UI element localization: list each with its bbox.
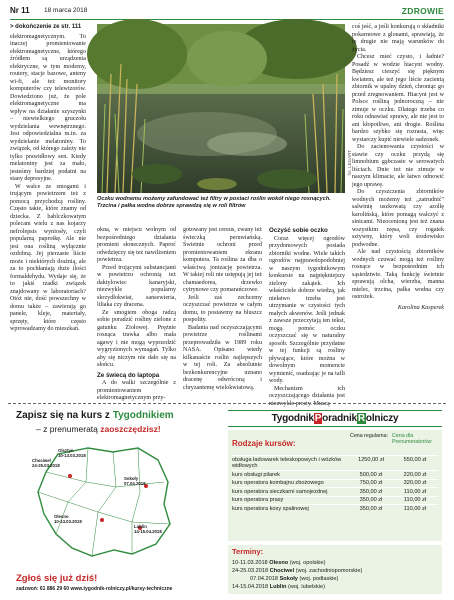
term-row	[232, 559, 362, 567]
term-dates: 24-25.03.2018	[232, 568, 269, 574]
course-name: kurs operatora sieczkarni samojezdnej	[232, 488, 328, 495]
paragraph: okna, w miejscu wolnym od bezpośredniego działania promieni słonecznych. Paproć odwdzięczy się też nawilżeniem powietrza.	[97, 227, 176, 263]
price-table	[228, 430, 442, 541]
map-label-sokoly: Sokoły 07.04.2018	[124, 476, 146, 486]
ad-contact: zadzwoń: 61 886 29 60 www.tygodnik-rolniczy.pl/kursy-techniczne	[16, 586, 173, 592]
article-column-2	[97, 227, 176, 400]
regular-price: 1250,00 zł	[358, 456, 384, 463]
term-region: (woj. zachodniopomorskie)	[295, 568, 363, 574]
ad-sub-prefix: – z prenumeratą	[36, 424, 101, 434]
article-column-5	[352, 24, 444, 400]
paragraph: Coraz więcej ogrodów przydomowych posiada zbiorniki wodne. Wiele takich ogrodów najprawdopodobniej w naszym tygodnikowym konkursie na najpiękniejszy zielony zakątek. Ich właściciele dobrze wiedzą, jak niełatwo trzeba jest utrzymanie w czystości tych małych akwenów. Jeśli jednak z zawsze przeczytają ten tekst, mogą pomóc oczku oczyszczać się w naturalny sposób. Szczególnie przydatne w tej funkcji są rośliny pływające, które można w dowolnym momencie wymienić, osadzając je na tafli wody.	[269, 235, 345, 384]
term-region: (woj. podlaskie)	[299, 576, 339, 582]
course-name: obsługa ładowarek teleskopowych i wózków widłowych	[232, 456, 342, 469]
author-signature: Karolina Kasperek	[397, 304, 444, 311]
subscriber-price: 320,00 zł	[403, 480, 427, 487]
table-row	[232, 455, 438, 470]
subscriber-price-header: Cena dla Prenumeratorów:	[392, 433, 433, 446]
section-title: ZDROWIE	[401, 6, 444, 16]
poland-map	[28, 442, 178, 562]
logo-part: oradnik	[322, 413, 357, 424]
course-name: kurs obsługi pilarek	[232, 471, 280, 478]
course-price-ad	[224, 408, 446, 596]
ad-subheadline	[36, 424, 161, 434]
regular-price: 750,00 zł	[359, 480, 383, 487]
term-city: Olesno	[269, 560, 289, 566]
paragraph: coś jeść, a jeśli konkurują o składniki pokarmowe z glonami, sprawiają, że te drugie nie mają warunków do życia.	[352, 24, 444, 53]
term-city: Sokoły	[279, 576, 298, 582]
paragraph: A do walki szczególnie z promieniowaniem elektromagnetycznym przy-	[97, 380, 176, 401]
paragraph: Przed trującymi substancjami w powietrzu ochronią też daktylowiec kanaryjski, niezwykle popularny skrzydłokwiat, sansewieria, liliaka czy dracena.	[97, 264, 176, 308]
term-city: Chociwel	[269, 568, 295, 574]
regular-price: 500,00 zł	[359, 471, 383, 478]
paragraph: Ze smogiem oboga radzą sobie poradzić rośliny zielone z gatunku Ziołowej. Prężnie rosnąca trawka albo mała agawy i nie mogą wyprzedzić wygryzionych wymagań. Tylko aby się niczym nie dało się na słońcu.	[97, 309, 176, 368]
ad-divider	[8, 403, 446, 404]
term-row	[232, 575, 362, 583]
term-city: Lublin	[269, 584, 287, 590]
term-row	[232, 583, 362, 591]
ad-headline	[16, 410, 174, 421]
paragraph: elektromagnetycznym. To inaczej promieniowanie elektromagnetyczne, którego źródłem są urządzenia elektryczne, w tym modemy, routery, stacje bazowe, anteny wi-fi, ale też monitory komputerów czy telewizorów. Dowiedziono już, że pole elektromagnetyczne ma wpływ na działanie szyszynki – niewielkiego gruczołu wydzielania wewnętrznego. Jest odpowiedzialna m.in. za wydzielanie melatoniny. To związek, od którego zależy nie tylko prawidłowy sen. Kiedy melatoniny jest za mało, jesteśmy bardziej podatni na stany depresyjne.	[10, 33, 86, 182]
ad-headline-brand: Tygodnikiem	[112, 410, 174, 421]
article-column-3	[183, 227, 262, 400]
table-row	[232, 504, 438, 513]
course-name: kurs operatora kombajnu zbożowego	[232, 480, 324, 487]
subscriber-price: 110,00 zł	[403, 505, 427, 512]
terms-title: Terminy:	[232, 547, 264, 556]
ad-sub-highlight: zaoszczędzisz!	[100, 424, 161, 434]
course-ad-promo	[10, 408, 220, 596]
logo-part: P	[314, 413, 322, 424]
article-column-4	[269, 227, 345, 407]
paragraph: Jeśli zaś zechcemy oczyszczać powietrze w całym domu, to postawmy na bluszcz pospolity.	[183, 294, 262, 323]
table-row	[232, 470, 438, 479]
paragraph: Badania nad oczyszczającymi powietrze roślinami przeprowadziła w 1989 roku NASA. Opisano wtedy kilkanaście roślin najlepszych w tej roli. Za absolutnie bezkonkurencyjne uznano dracenę odwróconą i chryzantemę wielokwiatową.	[183, 324, 262, 391]
term-region: (woj. lubelskie)	[288, 584, 325, 590]
ad-headline-prefix: Zapisz się na kurs z	[16, 410, 113, 421]
issue-date: 18 marca 2018	[44, 7, 88, 14]
regular-price-header: Cena regularna:	[350, 433, 388, 439]
paragraph: Do czyszczenia zbiorników wodnych możemy też „zatrudnić" salwinię uszkowatą czy azollę karolińską, które pomagą walczyć z sinicami. Nieocenioną jest też znana wszystkim rzęsa, czy rogatek sztywny, który woli środowisko podwodne.	[352, 189, 444, 248]
paragraph: Mechanizm ich oczyszczającego działania jest niezwykle prosty. Muszą	[269, 385, 345, 407]
term-dates: 14-15.04.2018	[232, 584, 269, 590]
course-name: kurs operatora prasy	[232, 497, 284, 504]
ad-call-to-action: Zgłoś się już dziś!	[16, 573, 98, 584]
photo-credit: fot. LEGART	[347, 150, 352, 176]
continuation-note: > dokończenie ze str. 111	[10, 24, 82, 30]
price-table-title: Rodzaje kursów:	[232, 439, 296, 448]
paragraph: Ale nad czystością zbiorników wodnych czuwać mogą też rośliny rosnące w bezpośrednim ich sąsiedztwie. Taką funkcję świetnie sprawują olcha, wierzba, manna mielec, trzcina, pałka wodna czy ostrożek.	[352, 249, 444, 300]
map-label-lublin: Lublin 14-15.04.2018	[134, 524, 162, 534]
subscriber-price: 110,00 zł	[403, 488, 427, 495]
header-divider	[10, 19, 444, 20]
paragraph: gotowany jest cereus, zwany też świeczką peruwiańską. Świetnie ochroni przed promieniowaniem ekranu komputera. Ta roślina za dba o właściwą jonizację powietrza. W takiej roli nie ustępują jej też chamaedorea, drzewko cytrynowe czy pomarańczowe.	[183, 227, 262, 293]
paragraph: Chcesz mieć czysto, i ładnie? Posadź w wodzie hiacynt wodny. Będziesz cieszyć się pięknym kwiatem, ale też jego liście zacienią zbiornik w upalny dzień, chroniąc go przed zregnowaniem. Hiacynt jest w Polsce rośliną jednoroczną – nie zimuje w oczku. Dlatego trzeba co roku odnawiać sprawy, ale nie jest to ani kłopotliwe, ani drogie. Roślina bardzo szybko się rozrasta, więc wystarczy kupić niewiele sadzonek.	[352, 54, 444, 143]
logo-part: olniczy	[365, 413, 399, 424]
logo-part: Tygodnik	[271, 413, 314, 424]
course-name: kurs operatora kosy spalinowej	[232, 505, 309, 512]
regular-price: 350,00 zł	[359, 488, 383, 495]
map-label-chociwel: Chociwel 24-25.03.2018	[32, 458, 60, 468]
subscriber-price: 110,00 zł	[403, 497, 427, 504]
table-row	[232, 496, 438, 505]
regular-price: 350,00 zł	[359, 497, 383, 504]
subscriber-price: 550,00 zł	[403, 456, 427, 463]
term-dates: 10-11.03.2018	[232, 560, 268, 566]
subheading: Oczyść sobie oczko	[269, 227, 328, 234]
pond-photo	[97, 24, 345, 193]
photo-caption: Oczku wodnemu możemy zafundować też filtry w postaci roślin wokół niego rosnących. Trzcina i pałka wodna dobrze sprawdzą się w roli filtrów	[97, 196, 331, 209]
paragraph: W walce ze smogami i trującym powietrzem też z pomocą przychodzą rośliny. Często takie, które znamy od dziecka. Z bablczkowatym polecam wielu z nas kojarzy nefrolepsis wyniosły, czyli popularną paprotkę. Ale nie jest ona rośliną wyłącznie ozdobną. Jej pierzaste liście może i niektórych drażnią, ale za to pochłaniają duże ilości formaldehydu. Wydaje się, że to jakiś rzadki związek znajdowany w laboratoriach? Otóż nie, dość powszechny w domu także – zawierają go panele, kleje, materiały, sprzęty, które często wprowadzamy do mieszkań.	[10, 183, 86, 332]
logo-part: R	[357, 413, 365, 424]
table-row	[232, 487, 438, 496]
regular-price: 350,00 zł	[359, 505, 383, 512]
term-row	[232, 567, 362, 575]
issue-number: Nr 11	[10, 6, 30, 15]
brand-logo	[228, 410, 442, 427]
map-label-olesno: Olesno 10-13.03.2018	[54, 514, 82, 524]
article-column-1	[10, 24, 86, 400]
map-label-olsztyn: Olsztyn 10-13.03.2018	[58, 448, 86, 458]
subscriber-price: 220,00 zł	[403, 471, 427, 478]
paragraph: Do zacienowania czystości w stawie czy oczku przydą się limnobium gąbczaste w serowatych liściach. Dnie też nie zimuje w naszym klimacie, ale łatwo odnowić jego uprawę.	[352, 144, 444, 188]
term-dates: 07.04.2018	[250, 576, 278, 582]
terms-box	[228, 545, 442, 594]
table-row	[232, 479, 438, 488]
page-header	[10, 6, 444, 18]
subheading: Ze świecą do laptopa	[97, 371, 160, 379]
term-region: (woj. opolskie)	[289, 560, 326, 566]
